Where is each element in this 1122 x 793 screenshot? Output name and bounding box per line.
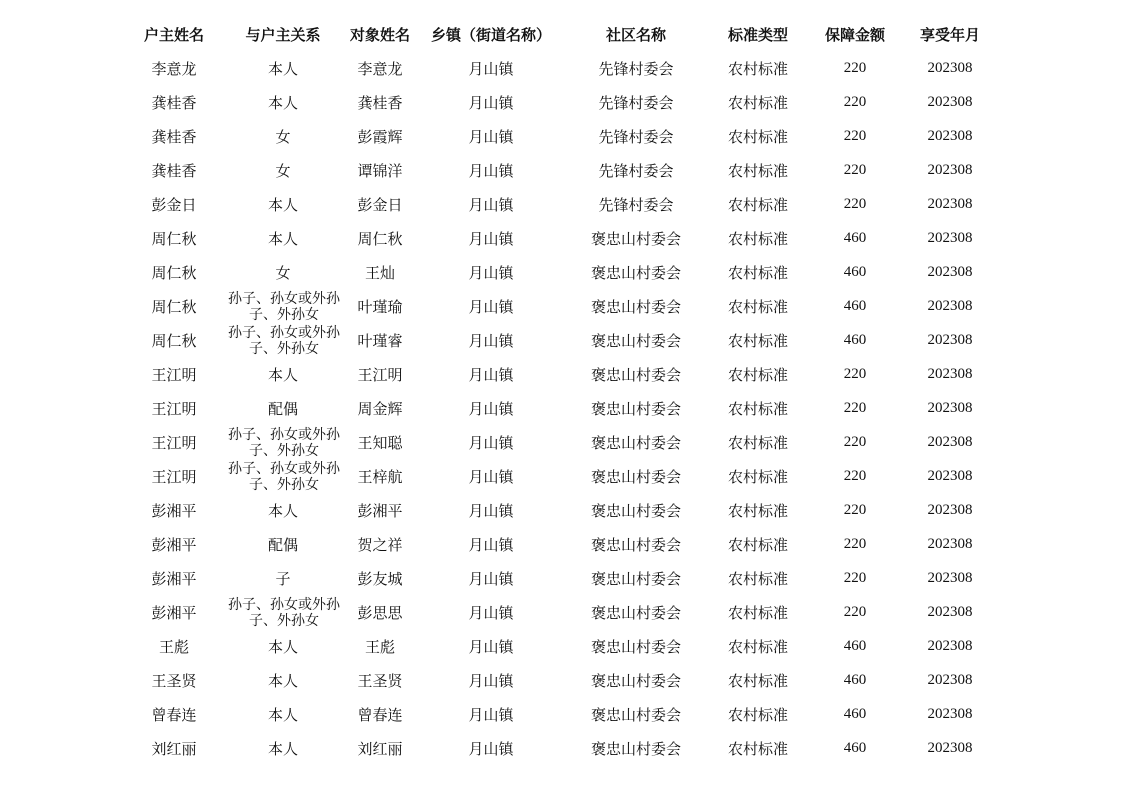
cell-relation: 孙子、孙女或外孙子、外孙女 <box>228 325 340 357</box>
table-row <box>0 561 1122 595</box>
table-row <box>0 391 1122 425</box>
cell-benefit-month: 202308 <box>927 365 973 382</box>
cell-amount: 460 <box>843 331 867 348</box>
cell-householder-name: 龚桂香 <box>151 161 197 180</box>
cell-benefit-month: 202308 <box>927 59 973 76</box>
cell-recipient-name: 叶瑾瑜 <box>357 297 403 316</box>
cell-community: 先锋村委会 <box>598 93 674 112</box>
table-row <box>0 357 1122 391</box>
header-township: 乡镇（街道名称） <box>430 25 551 44</box>
cell-householder-name: 彭湘平 <box>151 603 197 622</box>
cell-township: 月山镇 <box>468 433 514 452</box>
cell-standard-type: 农村标准 <box>727 263 788 282</box>
cell-relation: 配偶 <box>267 535 298 554</box>
cell-amount: 220 <box>843 161 867 178</box>
header-community-name: 社区名称 <box>605 25 666 44</box>
cell-community: 先锋村委会 <box>598 59 674 78</box>
cell-relation: 女 <box>275 127 291 146</box>
cell-relation: 本人 <box>267 705 298 724</box>
cell-amount: 220 <box>843 535 867 552</box>
cell-benefit-month: 202308 <box>927 433 973 450</box>
cell-township: 月山镇 <box>468 59 514 78</box>
cell-recipient-name: 王圣贤 <box>357 671 403 690</box>
cell-community: 褒忠山村委会 <box>590 739 681 758</box>
table-row <box>0 425 1122 459</box>
header-benefit-month: 享受年月 <box>919 25 980 44</box>
cell-benefit-month: 202308 <box>927 705 973 722</box>
cell-householder-name: 彭湘平 <box>151 569 197 588</box>
cell-township: 月山镇 <box>468 229 514 248</box>
table-row <box>0 153 1122 187</box>
cell-amount: 460 <box>843 705 867 722</box>
table-row <box>0 51 1122 85</box>
cell-standard-type: 农村标准 <box>727 637 788 656</box>
cell-householder-name: 彭湘平 <box>151 535 197 554</box>
cell-householder-name: 彭湘平 <box>151 501 197 520</box>
cell-relation: 配偶 <box>267 399 298 418</box>
cell-amount: 220 <box>843 501 867 518</box>
cell-householder-name: 彭金日 <box>151 195 197 214</box>
cell-benefit-month: 202308 <box>927 535 973 552</box>
cell-recipient-name: 周金辉 <box>357 399 403 418</box>
cell-amount: 220 <box>843 603 867 620</box>
table-row <box>0 323 1122 357</box>
cell-standard-type: 农村标准 <box>727 501 788 520</box>
cell-township: 月山镇 <box>468 535 514 554</box>
cell-community: 褒忠山村委会 <box>590 671 681 690</box>
cell-benefit-month: 202308 <box>927 637 973 654</box>
cell-community: 褒忠山村委会 <box>590 569 681 588</box>
cell-community: 褒忠山村委会 <box>590 229 681 248</box>
cell-township: 月山镇 <box>468 263 514 282</box>
cell-community: 先锋村委会 <box>598 161 674 180</box>
cell-householder-name: 龚桂香 <box>151 93 197 112</box>
cell-relation: 孙子、孙女或外孙子、外孙女 <box>228 291 340 323</box>
cell-standard-type: 农村标准 <box>727 161 788 180</box>
cell-township: 月山镇 <box>468 739 514 758</box>
cell-householder-name: 王江明 <box>151 399 197 418</box>
cell-householder-name: 李意龙 <box>151 59 197 78</box>
cell-township: 月山镇 <box>468 501 514 520</box>
cell-householder-name: 龚桂香 <box>151 127 197 146</box>
cell-community: 褒忠山村委会 <box>590 433 681 452</box>
cell-recipient-name: 李意龙 <box>357 59 403 78</box>
cell-standard-type: 农村标准 <box>727 739 788 758</box>
cell-recipient-name: 曾春连 <box>357 705 403 724</box>
header-recipient-name: 对象姓名 <box>349 25 410 44</box>
cell-amount: 220 <box>843 467 867 484</box>
cell-community: 褒忠山村委会 <box>590 467 681 486</box>
cell-amount: 220 <box>843 365 867 382</box>
cell-township: 月山镇 <box>468 93 514 112</box>
cell-relation: 本人 <box>267 501 298 520</box>
cell-standard-type: 农村标准 <box>727 229 788 248</box>
table-row <box>0 663 1122 697</box>
cell-township: 月山镇 <box>468 603 514 622</box>
table-row <box>0 697 1122 731</box>
cell-householder-name: 周仁秋 <box>151 229 197 248</box>
cell-householder-name: 王江明 <box>151 433 197 452</box>
cell-amount: 220 <box>843 127 867 144</box>
cell-standard-type: 农村标准 <box>727 297 788 316</box>
cell-standard-type: 农村标准 <box>727 59 788 78</box>
cell-amount: 220 <box>843 569 867 586</box>
cell-benefit-month: 202308 <box>927 263 973 280</box>
cell-householder-name: 曾春连 <box>151 705 197 724</box>
cell-benefit-month: 202308 <box>927 93 973 110</box>
cell-householder-name: 王江明 <box>151 467 197 486</box>
header-householder-name: 户主姓名 <box>143 25 204 44</box>
cell-amount: 220 <box>843 433 867 450</box>
cell-community: 褒忠山村委会 <box>590 399 681 418</box>
cell-township: 月山镇 <box>468 195 514 214</box>
cell-benefit-month: 202308 <box>927 161 973 178</box>
table-header-row <box>0 17 1122 51</box>
cell-township: 月山镇 <box>468 365 514 384</box>
cell-householder-name: 刘红丽 <box>151 739 197 758</box>
cell-community: 褒忠山村委会 <box>590 637 681 656</box>
cell-township: 月山镇 <box>468 569 514 588</box>
cell-benefit-month: 202308 <box>927 229 973 246</box>
cell-recipient-name: 彭湘平 <box>357 501 403 520</box>
cell-benefit-month: 202308 <box>927 399 973 416</box>
cell-benefit-month: 202308 <box>927 739 973 756</box>
cell-recipient-name: 贺之祥 <box>357 535 403 554</box>
cell-relation: 本人 <box>267 59 298 78</box>
cell-amount: 460 <box>843 263 867 280</box>
table-row <box>0 187 1122 221</box>
cell-benefit-month: 202308 <box>927 297 973 314</box>
cell-recipient-name: 彭友城 <box>357 569 403 588</box>
cell-township: 月山镇 <box>468 399 514 418</box>
cell-standard-type: 农村标准 <box>727 433 788 452</box>
table-row <box>0 629 1122 663</box>
cell-recipient-name: 周仁秋 <box>357 229 403 248</box>
cell-standard-type: 农村标准 <box>727 331 788 350</box>
cell-amount: 460 <box>843 229 867 246</box>
cell-relation: 本人 <box>267 671 298 690</box>
cell-householder-name: 周仁秋 <box>151 297 197 316</box>
cell-recipient-name: 王梓航 <box>357 467 403 486</box>
cell-standard-type: 农村标准 <box>727 569 788 588</box>
cell-community: 先锋村委会 <box>598 127 674 146</box>
table-row <box>0 255 1122 289</box>
table-row <box>0 493 1122 527</box>
table-row <box>0 85 1122 119</box>
cell-standard-type: 农村标准 <box>727 671 788 690</box>
cell-community: 褒忠山村委会 <box>590 263 681 282</box>
cell-benefit-month: 202308 <box>927 127 973 144</box>
cell-community: 褒忠山村委会 <box>590 331 681 350</box>
cell-community: 先锋村委会 <box>598 195 674 214</box>
cell-relation: 本人 <box>267 637 298 656</box>
cell-relation: 孙子、孙女或外孙子、外孙女 <box>228 461 340 493</box>
cell-benefit-month: 202308 <box>927 331 973 348</box>
cell-benefit-month: 202308 <box>927 671 973 688</box>
cell-recipient-name: 谭锦洋 <box>357 161 403 180</box>
cell-relation: 女 <box>275 263 291 282</box>
table-row <box>0 731 1122 765</box>
cell-standard-type: 农村标准 <box>727 399 788 418</box>
cell-recipient-name: 彭思思 <box>357 603 403 622</box>
cell-standard-type: 农村标准 <box>727 127 788 146</box>
cell-standard-type: 农村标准 <box>727 603 788 622</box>
cell-relation: 本人 <box>267 93 298 112</box>
cell-relation: 子 <box>275 569 291 588</box>
cell-amount: 220 <box>843 195 867 212</box>
cell-benefit-month: 202308 <box>927 467 973 484</box>
cell-township: 月山镇 <box>468 637 514 656</box>
cell-benefit-month: 202308 <box>927 501 973 518</box>
cell-recipient-name: 龚桂香 <box>357 93 403 112</box>
table-row <box>0 289 1122 323</box>
cell-benefit-month: 202308 <box>927 603 973 620</box>
cell-community: 褒忠山村委会 <box>590 535 681 554</box>
cell-amount: 460 <box>843 637 867 654</box>
cell-standard-type: 农村标准 <box>727 467 788 486</box>
cell-standard-type: 农村标准 <box>727 365 788 384</box>
cell-amount: 220 <box>843 399 867 416</box>
cell-amount: 460 <box>843 297 867 314</box>
header-allowance-amount: 保障金额 <box>824 25 885 44</box>
table-row <box>0 527 1122 561</box>
cell-standard-type: 农村标准 <box>727 535 788 554</box>
table-row <box>0 221 1122 255</box>
cell-community: 褒忠山村委会 <box>590 297 681 316</box>
cell-community: 褒忠山村委会 <box>590 501 681 520</box>
cell-householder-name: 周仁秋 <box>151 331 197 350</box>
table-row <box>0 119 1122 153</box>
cell-householder-name: 王彪 <box>158 637 189 656</box>
cell-community: 褒忠山村委会 <box>590 603 681 622</box>
cell-householder-name: 王江明 <box>151 365 197 384</box>
cell-standard-type: 农村标准 <box>727 705 788 724</box>
cell-community: 褒忠山村委会 <box>590 365 681 384</box>
cell-relation: 本人 <box>267 195 298 214</box>
cell-relation: 孙子、孙女或外孙子、外孙女 <box>228 597 340 629</box>
cell-recipient-name: 彭霞辉 <box>357 127 403 146</box>
cell-recipient-name: 王江明 <box>357 365 403 384</box>
cell-relation: 本人 <box>267 229 298 248</box>
cell-recipient-name: 王灿 <box>364 263 395 282</box>
cell-recipient-name: 彭金日 <box>357 195 403 214</box>
cell-amount: 460 <box>843 739 867 756</box>
header-relation-to-householder: 与户主关系 <box>245 25 321 44</box>
header-standard-type: 标准类型 <box>727 25 788 44</box>
cell-relation: 本人 <box>267 739 298 758</box>
cell-amount: 460 <box>843 671 867 688</box>
cell-standard-type: 农村标准 <box>727 93 788 112</box>
table-row <box>0 595 1122 629</box>
cell-township: 月山镇 <box>468 161 514 180</box>
cell-recipient-name: 王知聪 <box>357 433 403 452</box>
cell-householder-name: 王圣贤 <box>151 671 197 690</box>
cell-recipient-name: 叶瑾睿 <box>357 331 403 350</box>
cell-township: 月山镇 <box>468 297 514 316</box>
cell-recipient-name: 王彪 <box>364 637 395 656</box>
cell-benefit-month: 202308 <box>927 195 973 212</box>
cell-township: 月山镇 <box>468 127 514 146</box>
cell-amount: 220 <box>843 93 867 110</box>
cell-township: 月山镇 <box>468 705 514 724</box>
cell-relation: 女 <box>275 161 291 180</box>
cell-benefit-month: 202308 <box>927 569 973 586</box>
cell-recipient-name: 刘红丽 <box>357 739 403 758</box>
cell-township: 月山镇 <box>468 467 514 486</box>
cell-householder-name: 周仁秋 <box>151 263 197 282</box>
cell-amount: 220 <box>843 59 867 76</box>
table-row <box>0 459 1122 493</box>
cell-township: 月山镇 <box>468 671 514 690</box>
cell-community: 褒忠山村委会 <box>590 705 681 724</box>
cell-relation: 孙子、孙女或外孙子、外孙女 <box>228 427 340 459</box>
cell-relation: 本人 <box>267 365 298 384</box>
cell-standard-type: 农村标准 <box>727 195 788 214</box>
cell-township: 月山镇 <box>468 331 514 350</box>
